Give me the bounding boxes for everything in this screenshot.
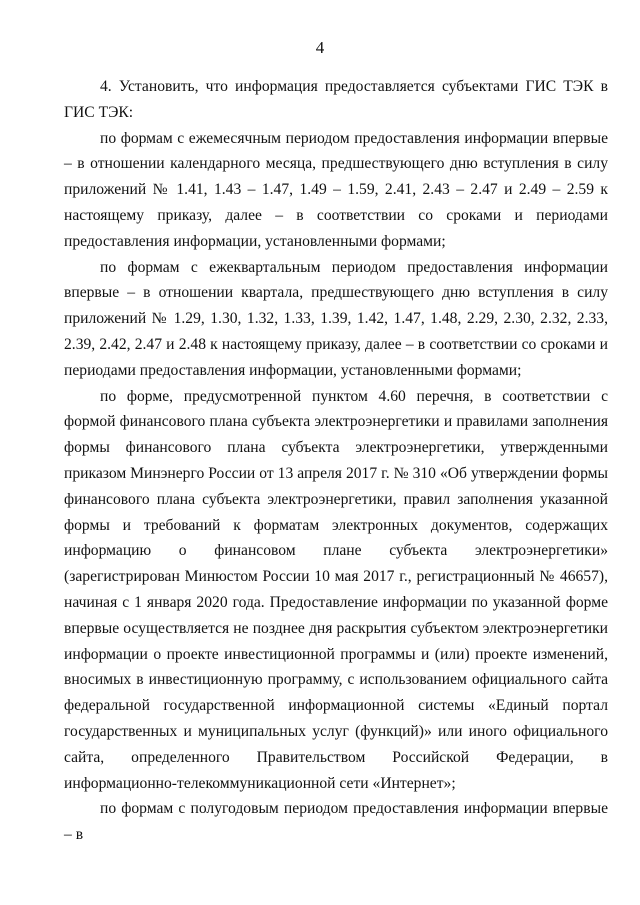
document-body bbox=[64, 74, 608, 848]
page-number: 4 bbox=[315, 38, 325, 57]
paragraph-financial-plan-form: по форме, предусмотренной пунктом 4.60 перечня, в соответствии с формой финансового плана субъекта электроэнергетики и правилами заполнения формы финансового плана субъекта электроэнергетики, утвержденными приказом Минэнерго России от 13 апреля 2017 г. № 310 «Об утверждении формы финансового плана субъекта электроэнергетики, правил заполнения указанной формы и требований к форматам электронных документов, содержащих информацию о финансовом плане субъекта электроэнергетики» (зарегистрирован Минюстом России 10 мая 2017 г., регистрационный № 46657), начиная с 1 января 2020 года. Предоставление информации по указанной форме впервые осуществляется не позднее дня раскрытия субъектом электроэнергетики информации о проекте инвестиционной программы и (или) проекте изменений, вносимых в инвестиционную программу, с использованием официального сайта федеральной государственной информационной системы «Единый портал государственных и муниципальных услуг (функций)» или иного официального сайта, определенного Правительством Российской Федерации, в информационно-телекоммуникационной сети «Интернет»; bbox=[64, 387, 608, 792]
paragraph-monthly-forms: по формам с ежемесячным периодом предоставления информации впервые – в отношении календарного месяца, предшествующего дню вступления в силу приложений № 1.41, 1.43 – 1.47, 1.49 – 1.59, 2.41, 2.43 – 2.47 и 2.49 – 2.59 к настоящему приказу, далее – в соответствии со сроками и периодами предоставления информации, установленными формами; bbox=[64, 129, 608, 250]
paragraph-semiannual-forms: по формам с полугодовым периодом предоставления информации впервые – в bbox=[64, 800, 608, 844]
paragraph-item-4-intro: 4. Установить, что информация предоставляется субъектами ГИС ТЭК в ГИС ТЭК: bbox=[64, 78, 608, 121]
paragraph-quarterly-forms: по формам с ежеквартальным периодом предоставления информации впервые – в отношении квартала, предшествующего дню вступления в силу приложений № 1.29, 1.30, 1.32, 1.33, 1.39, 1.42, 1.47, 1.48, 2.29, 2.30, 2.32, 2.33, 2.39, 2.42, 2.47 и 2.48 к настоящему приказу, далее – в соответствии со сроками и периодами предоставления информации, установленными формами; bbox=[64, 258, 608, 379]
